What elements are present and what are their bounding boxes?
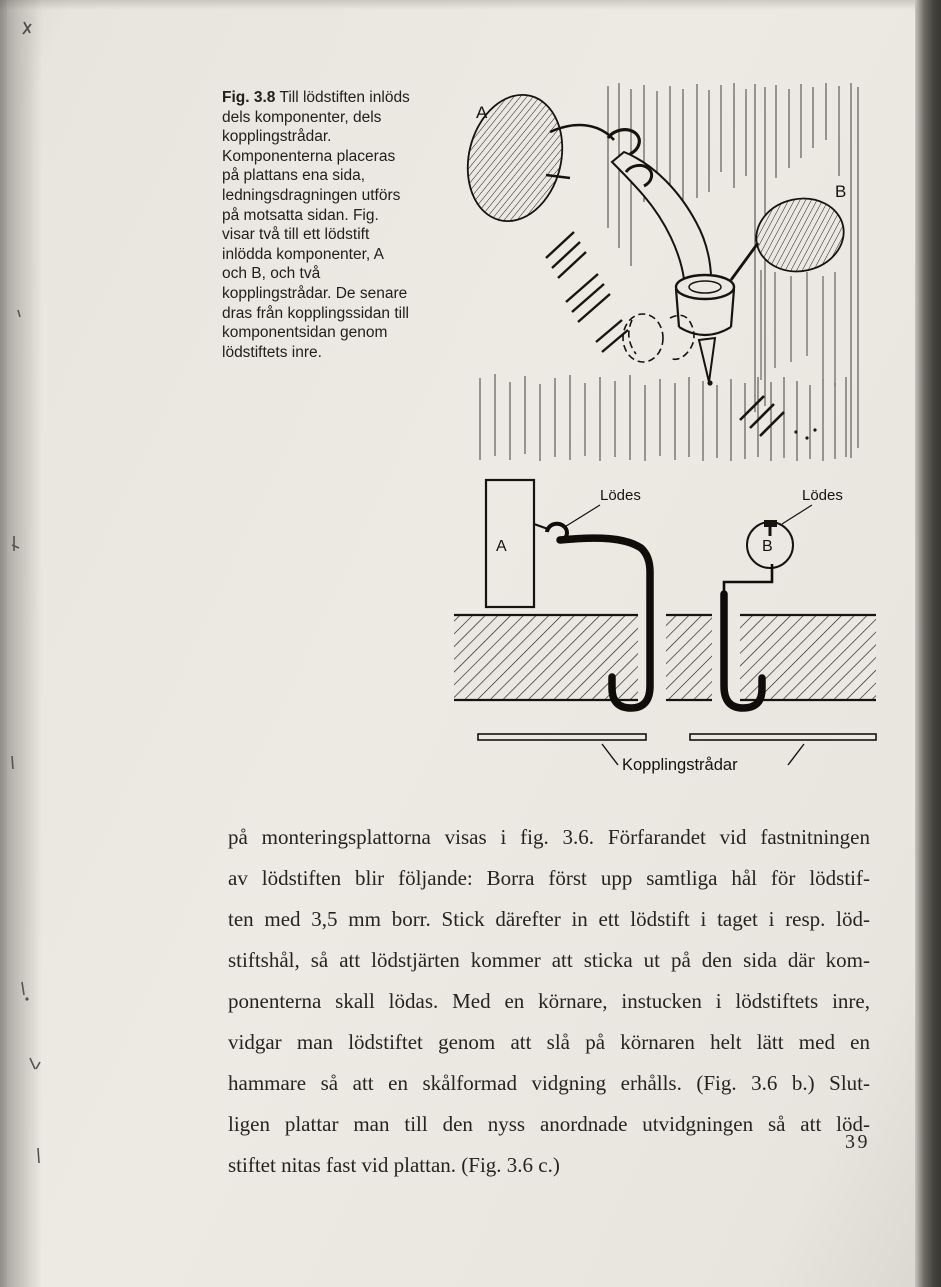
connection-wires	[478, 734, 876, 740]
top-label-b: B	[835, 182, 847, 201]
figure-caption	[222, 88, 412, 362]
solder-pin-eyelet	[676, 275, 734, 335]
body-line: ponenterna skall lödas. Med en körnare, instucken i lödstiftets inre,	[228, 989, 870, 1013]
component-a-box	[486, 480, 548, 607]
dashed-hidden-lines	[623, 314, 694, 362]
body-line: på monteringsplattorna visas i fig. 3.6. Förfarandet vid fastnitningen	[228, 825, 870, 849]
body-line: stiftshål, så att lödstjärten kommer att sticka ut på den sida där kom-	[228, 948, 870, 972]
vertical-wires-lower	[480, 374, 846, 461]
diagonal-hatch-marks-left	[546, 232, 628, 352]
body-line: stiftet nitas fast vid plattan. (Fig. 3.6 c.)	[228, 1153, 560, 1177]
mounting-board-section	[454, 612, 876, 704]
scan-right-edge	[915, 0, 941, 1287]
solder-pin-tip	[699, 338, 715, 386]
figure-caption-label: Fig. 3.8	[222, 89, 276, 106]
kopplingstradar-label: Kopplingstrådar	[622, 756, 738, 774]
lodes-label-left: Lödes	[600, 487, 641, 504]
scan-edge-marks	[0, 0, 60, 1287]
bottom-label-b: B	[762, 538, 773, 555]
lodes-label-right: Lödes	[802, 487, 843, 504]
component-b-circle	[747, 520, 793, 568]
diagonal-hatch-marks-right	[740, 396, 817, 440]
page-number: 39	[845, 1131, 870, 1153]
vertical-wires-mid	[761, 270, 835, 386]
scan-top-shadow	[0, 0, 941, 10]
body-line: ten med 3,5 mm borr. Stick därefter in ett lödstift i taget i resp. löd-	[228, 907, 870, 931]
top-label-a: A	[476, 103, 488, 122]
body-line: hammare så att en skålformad vidgning erhålls. (Fig. 3.6 b.) Slut-	[228, 1071, 870, 1095]
body-line: vidgar man lödstiftet genom att slå på körnaren helt lätt med en	[228, 1030, 870, 1054]
body-line: ligen plattar man till den nyss anordnade utvidgningen så att löd-	[228, 1112, 870, 1136]
bottom-figure-drawing	[450, 472, 880, 782]
body-line: av lödstiften blir följande: Borra först upp samtliga hål för lödstif-	[228, 866, 870, 890]
bottom-label-a: A	[496, 538, 507, 555]
body-paragraph	[228, 817, 870, 1186]
top-figure-drawing	[458, 80, 863, 465]
figure-caption-text: Till lödstiften inlöds dels komponenter, dels kopplingstrådar. Komponenterna placeras på plattans ena sida, ledningsdragningen utförs på motsatta sidan. Fig. visar två till ett lödstift inlödda komponenter, A och B, och två kopplingstrådar. De senare dras från kopplingssidan till komponentsidan genom lödstiftets inre.	[222, 89, 410, 361]
solder-pin-body	[608, 130, 711, 279]
